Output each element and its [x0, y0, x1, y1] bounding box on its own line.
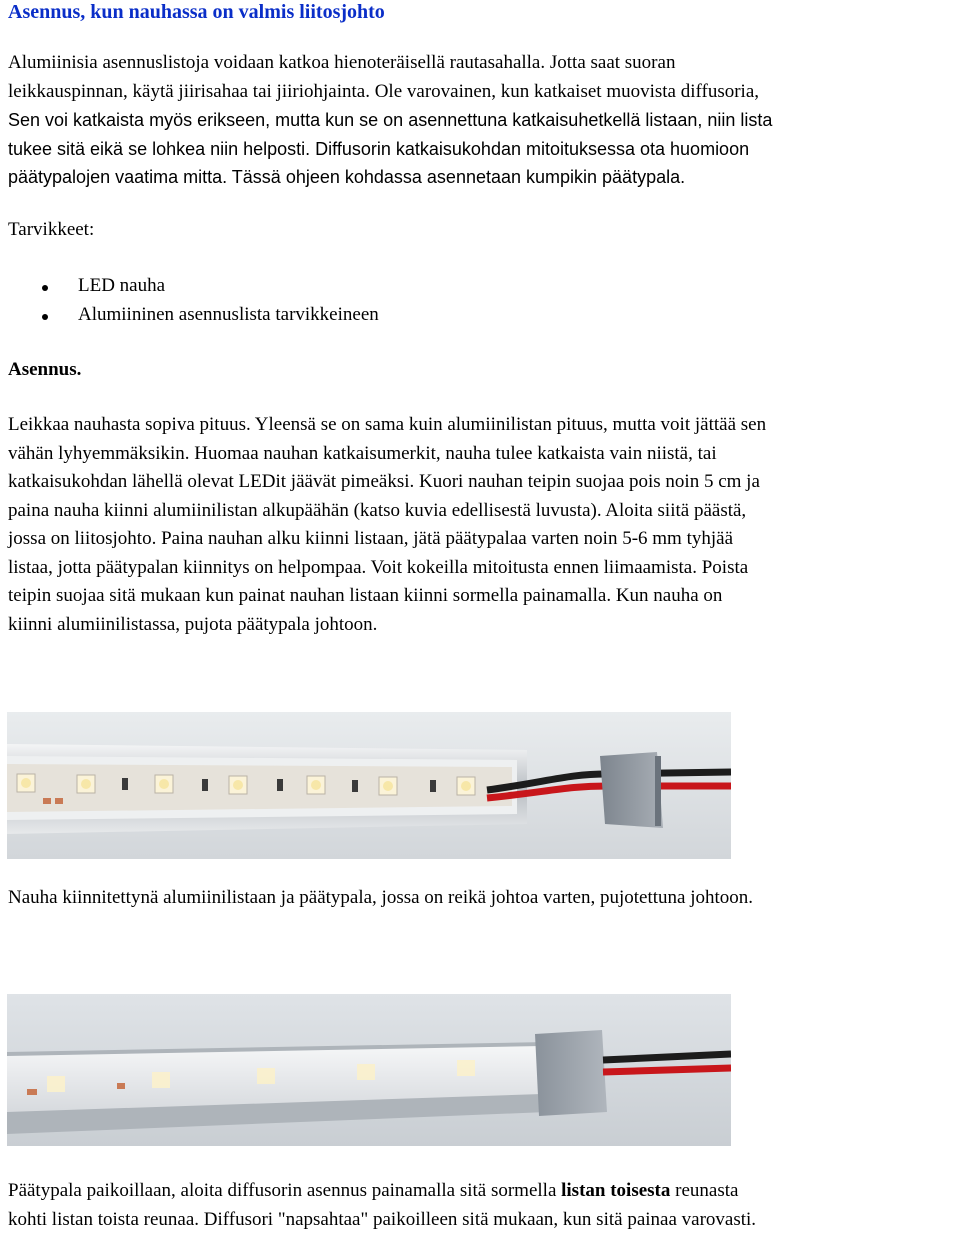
intro-paragraph	[8, 49, 960, 192]
intro-line: päätypalojen vaatima mitta. Tässä ohjeen kohdassa asennetaan kumpikin päätypala.	[8, 163, 960, 192]
caption-line: Päätypala paikoillaan, aloita diffusorin asennus painamalla sitä sormella listan toisesta reunasta	[8, 1177, 756, 1206]
body-line: vähän lyhyemmäksikin. Huomaa nauhan katkaisumerkit, nauha tulee katkaista vain niistä, tai	[8, 440, 960, 469]
supplies-list	[8, 272, 379, 330]
photo-caption: Nauha kiinnitettynä alumiinilistaan ja päätypala, jossa on reikä johtoa varten, pujotettuna johtoon.	[8, 884, 753, 913]
photo-caption	[8, 1177, 756, 1234]
list-item: Alumiininen asennuslista tarvikkeineen	[8, 301, 379, 330]
body-line: katkaisukohdan lähellä olevat LEDit jäävät pimeäksi. Kuori nauhan teipin suojaa pois noin 5 cm ja	[8, 468, 960, 497]
intro-line: leikkauspinnan, käytä jiirisahaa tai jiiriohjainta. Ole varovainen, kun katkaiset muovista diffusoria,	[8, 78, 960, 107]
bullet-icon	[42, 314, 48, 320]
led-strip-photo-2	[7, 994, 731, 1146]
intro-line: Sen voi katkaista myös erikseen, mutta kun se on asennettuna katkaisuhetkellä listaan, niin lista	[8, 106, 960, 135]
page-title: Asennus, kun nauhassa on valmis liitosjohto	[8, 0, 385, 28]
intro-line: Alumiinisia asennuslistoja voidaan katkoa hienoteräisellä rautasahalla. Jotta saat suoran	[8, 49, 960, 78]
caption-line: kohti listan toista reunaa. Diffusori "napsahtaa" paikoilleen sitä mukaan, kun sitä painaa varovasti.	[8, 1206, 756, 1234]
led-strip-photo-1	[7, 712, 731, 859]
section-heading: Asennus.	[8, 356, 81, 385]
body-line: kiinni alumiinilistassa, pujota päätypala johtoon.	[8, 611, 960, 640]
intro-line: tukee sitä eikä se lohkea niin helposti. Diffusorin katkaisukohdan mitoituksessa ota huomioon	[8, 135, 960, 164]
caption-emphasis: listan toisesta	[561, 1180, 670, 1201]
supplies-label: Tarvikkeet:	[8, 216, 94, 245]
list-item: LED nauha	[8, 272, 379, 301]
body-line: jossa on liitosjohto. Paina nauhan alku kiinni listaan, jätä päätypalaa varten noin 5-6 mm tyhjää	[8, 525, 960, 554]
body-line: Leikkaa nauhasta sopiva pituus. Yleensä se on sama kuin alumiinilistan pituus, mutta voit jättää sen	[8, 411, 960, 440]
body-line: paina nauha kiinni alumiinilistan alkupäähän (katso kuvia edellisestä luvusta). Aloita siitä päästä,	[8, 497, 960, 526]
body-line: teipin suojaa sitä mukaan kun painat nauhan listaan kiinni sormella painamalla. Kun nauha on	[8, 582, 960, 611]
body-line: listaa, jotta päätypalan kiinnitys on helpompaa. Voit kokeilla mitoitusta ennen liimaamista. Poista	[8, 554, 960, 583]
bullet-icon	[42, 285, 48, 291]
install-paragraph	[8, 411, 960, 639]
